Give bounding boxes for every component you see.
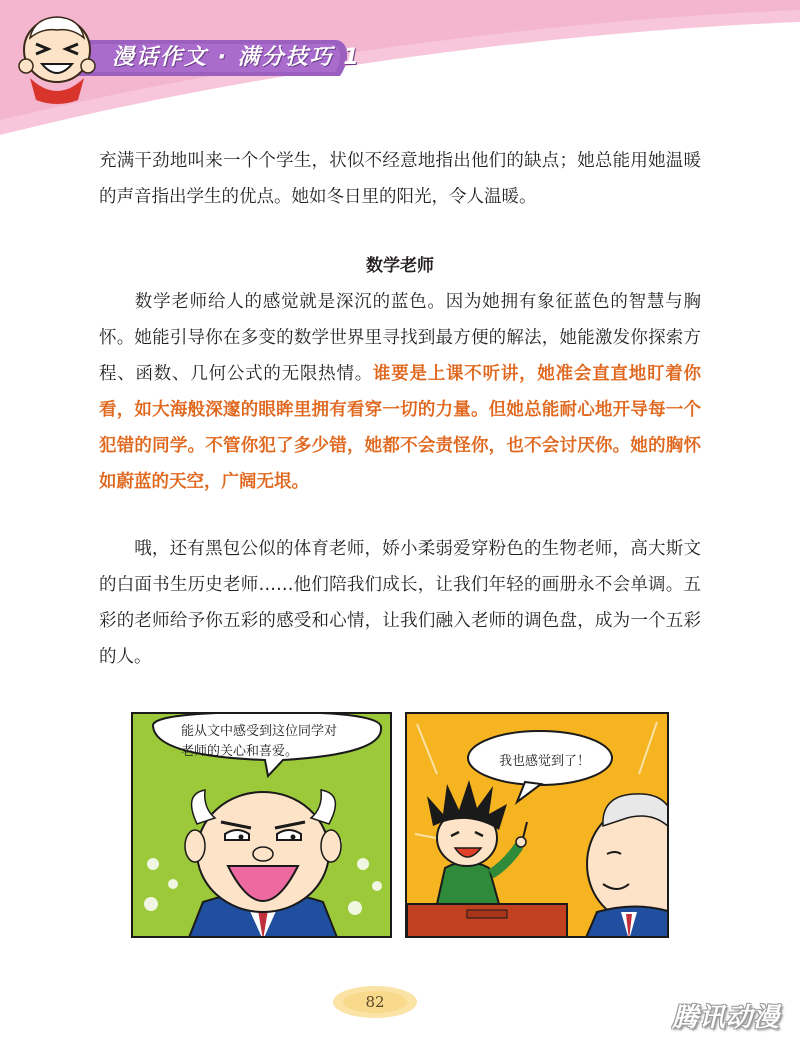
comic-panel-right bbox=[405, 712, 669, 938]
watermark-logo: 腾讯动漫 bbox=[671, 1003, 780, 1033]
paragraph-conclusion-text: 哦，还有黑包公似的体育老师，娇小柔弱爱穿粉色的生物老师，高大斯文的白面书生历史老师……他们陪我们成长，让我们年轻的画册永不会单调。五彩的老师给予你五彩的感受和心情，让我们融入老师的调色盘，成为一个五彩的人。 bbox=[99, 539, 701, 667]
paragraph-math-teacher bbox=[99, 284, 701, 500]
comic-panel-left bbox=[131, 712, 392, 938]
section-heading-math-teacher: 数学老师 bbox=[366, 256, 434, 276]
page-header bbox=[0, 0, 800, 140]
paragraph-intro-continued: 充满干劲地叫来一个个学生，状似不经意地指出他们的缺点；她总能用她温暖的声音指出学生的优点。她如冬日里的阳光，令人温暖。 bbox=[99, 151, 701, 207]
left-bubble-line-1: 能从文中感受到这位同学对 bbox=[181, 724, 338, 739]
right-speech-bubble: 我也感觉到了！ bbox=[499, 754, 591, 769]
paragraph-math-teacher-text: 数学老师给人的感觉就是深沉的蓝色。因为她拥有象征蓝色的智慧与胸怀。她能引导你在多变的数学世界里寻找到最方便的解法，她能激发你探索方程、函数、几何公式的无限热情。 bbox=[99, 292, 701, 384]
series-title: 漫话作文 · 满分技巧 1 bbox=[112, 45, 361, 70]
page-number: 82 bbox=[365, 993, 385, 1011]
left-bubble-line-2: 老师的关心和喜爱。 bbox=[181, 744, 299, 759]
highlighted-sentence: 谁要是上课不听讲，她准会直直地盯着你看，如大海般深邃的眼眸里拥有看穿一切的力量。但她总能耐心地开导每一个犯错的同学。不管你犯了多少错，她都不会责怪你，也不会讨厌你。她的胸怀如蔚蓝的天空，广阔无垠。 bbox=[99, 364, 701, 492]
paragraph-conclusion bbox=[99, 531, 701, 675]
student-illustration bbox=[407, 714, 669, 938]
left-speech-bubble bbox=[181, 722, 381, 762]
